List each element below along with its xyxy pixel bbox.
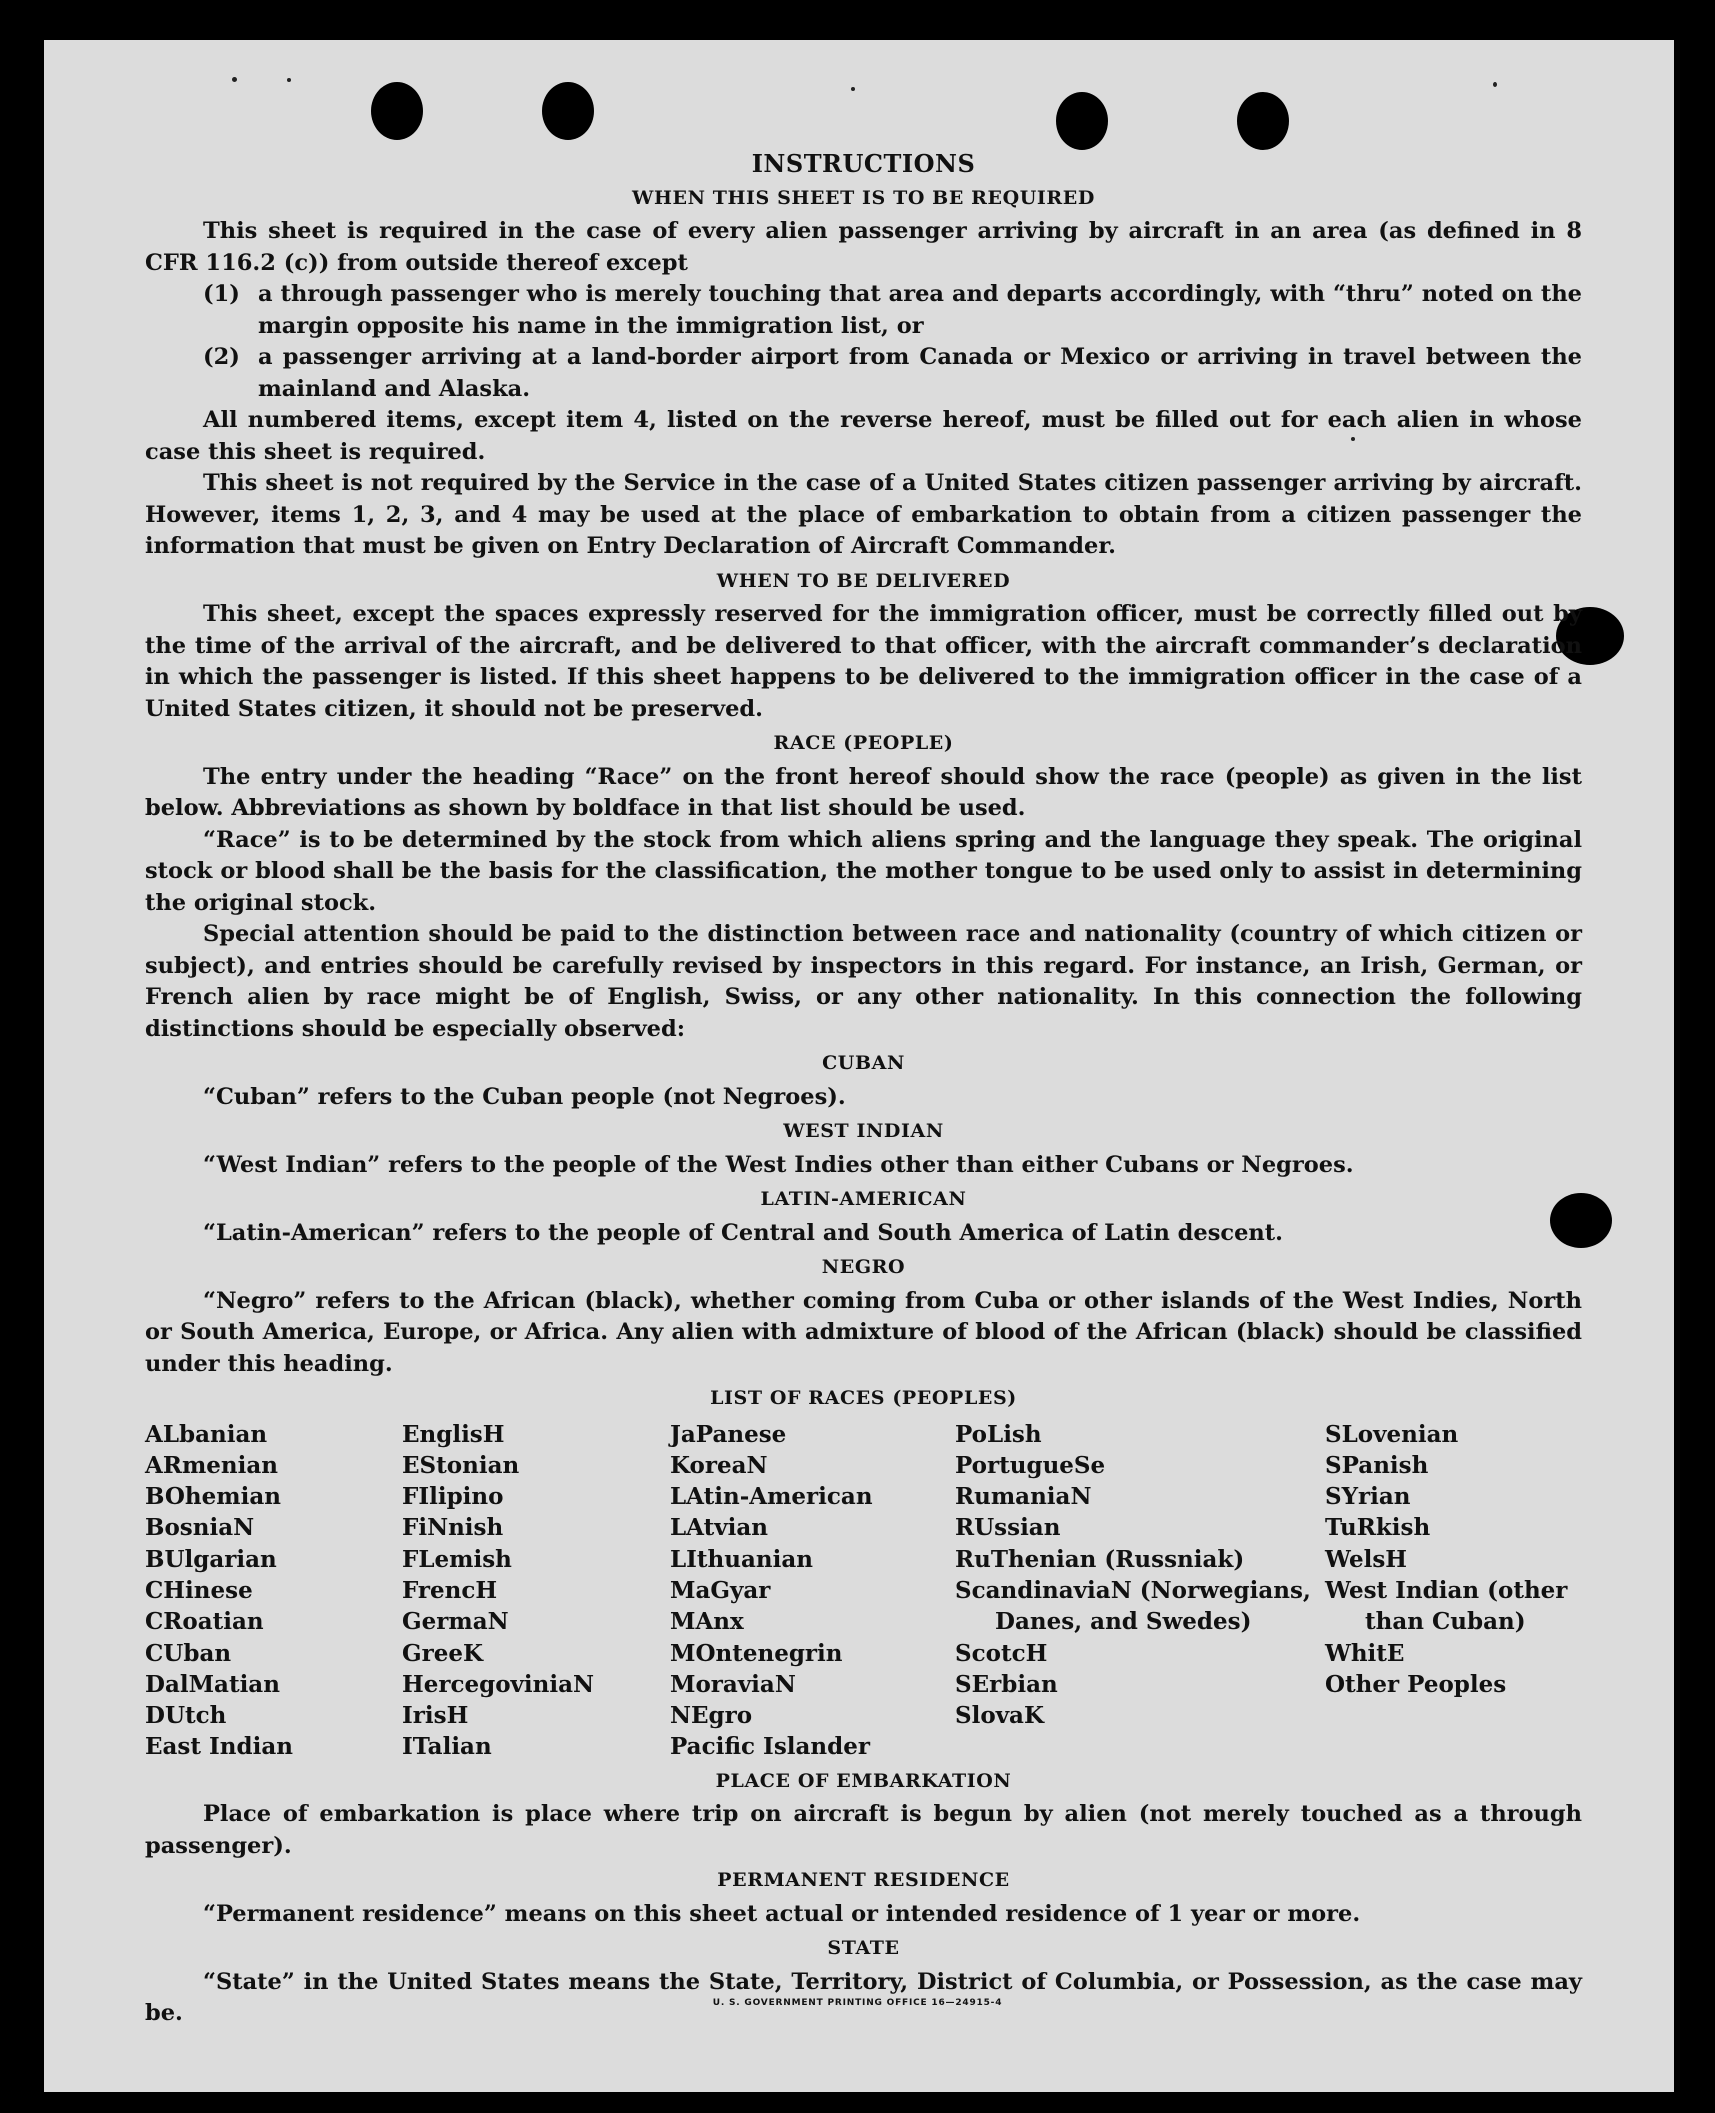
race-item: DalMatian xyxy=(145,1670,280,1698)
instructions-body xyxy=(145,148,1582,2030)
race-item: WhitE xyxy=(1325,1639,1405,1667)
race-item: KoreaN xyxy=(670,1451,768,1479)
heading-when-required: WHEN THIS SHEET IS TO BE REQUIRED xyxy=(632,186,1095,209)
paragraph: This sheet is not required by the Service in the case of a United States citizen passenger arriving by aircraft. However, items 1, 2, 3, and 4 may be used at the place of embarkation to obtain from a citizen passenger the information that must be given on Entry Declaration of Aircraft Commander. xyxy=(145,470,1582,559)
race-item: BosniaN xyxy=(145,1514,255,1542)
heading-list-of-races: LIST OF RACES (PEOPLES) xyxy=(710,1387,1017,1409)
paragraph: “Race” is to be determined by the stock from which aliens spring and the language they speak. The original stock or blood shall be the basis for the classification, the mother tongue to be used only to assist in determining the original stock. xyxy=(145,826,1582,916)
race-item: CUban xyxy=(145,1639,232,1667)
race-item: MaGyar xyxy=(670,1576,771,1604)
heading-race: RACE (PEOPLE) xyxy=(773,732,954,754)
definition-state: “State” in the United States means the State, Territory, District of Columbia, or Possession, as the case may be. xyxy=(145,1968,1582,2027)
item-text: a through passenger who is merely touching that area and departs accordingly, with “thru” noted on the margin opposite his name in the immigration list, or xyxy=(258,281,1582,339)
race-item: MAnx xyxy=(670,1608,744,1636)
race-item: EStonian xyxy=(402,1451,520,1479)
heading-embarkation: PLACE OF EMBARKATION xyxy=(715,1769,1012,1792)
punch-hole xyxy=(371,82,423,140)
race-item: FIlipino xyxy=(402,1483,504,1511)
race-item: CHinese xyxy=(145,1576,253,1604)
race-item: SLovenian xyxy=(1325,1420,1459,1448)
speck xyxy=(287,78,291,82)
races-column xyxy=(145,1419,402,1763)
exception-item-2 xyxy=(145,342,1582,405)
speck xyxy=(851,87,855,91)
heading-latin-american: LATIN-AMERICAN xyxy=(760,1188,967,1210)
race-item: RUssian xyxy=(955,1514,1061,1542)
definition-negro: “Negro” refers to the African (black), whether coming from Cuba or other islands of the West Indies, North or South America, Europe, or Africa. Any alien with admixture of blood of the African (black) should be classified under this heading. xyxy=(145,1287,1582,1377)
heading-permanent-residence: PERMANENT RESIDENCE xyxy=(717,1869,1010,1892)
item-number: (1) xyxy=(203,281,240,307)
race-item: ARmenian xyxy=(145,1451,279,1479)
heading-cuban: CUBAN xyxy=(822,1052,905,1074)
race-item: SErbian xyxy=(955,1670,1058,1698)
race-item: DUtch xyxy=(145,1702,227,1730)
races-column xyxy=(670,1419,955,1763)
race-item: FiNnish xyxy=(402,1514,504,1542)
definition-latin-american: “Latin-American” refers to the people of Central and South America of Latin descent. xyxy=(203,1219,1283,1246)
race-item: EnglisH xyxy=(402,1420,505,1448)
race-item: Other Peoples xyxy=(1325,1670,1507,1698)
races-column xyxy=(402,1419,670,1763)
definition-embarkation: Place of embarkation is place where trip on aircraft is begun by alien (not merely touched as a through passenger). xyxy=(145,1801,1582,1859)
definition-permanent-residence: “Permanent residence” means on this sheet actual or intended residence of 1 year or more. xyxy=(203,1900,1361,1927)
race-item: PoLish xyxy=(955,1420,1042,1448)
race-item: West Indian (other than Cuban) xyxy=(1325,1576,1568,1636)
race-item: RumaniaN xyxy=(955,1483,1092,1511)
exception-item-1 xyxy=(145,279,1582,342)
race-item: FrencH xyxy=(402,1576,498,1604)
heading-state: STATE xyxy=(827,1937,900,1960)
race-item: WelsH xyxy=(1325,1545,1408,1573)
heading-when-delivered: WHEN TO BE DELIVERED xyxy=(716,569,1011,592)
race-item: ITalian xyxy=(402,1733,492,1761)
punch-hole xyxy=(1237,92,1289,150)
paragraph: Special attention should be paid to the distinction between race and nationality (country of which citizen or subject), and entries should be carefully revised by inspectors in this regard. For instance, an Irish, German, or French alien by race might be of English, Swiss, or any other nationality. In this connection the following distinctions should be especially observed: xyxy=(145,921,1582,1042)
race-item: FLemish xyxy=(402,1545,512,1573)
race-item: BOhemian xyxy=(145,1483,281,1511)
race-item: ALbanian xyxy=(145,1420,268,1448)
race-item: SPanish xyxy=(1325,1451,1429,1479)
printing-office-footer: U. S. GOVERNMENT PRINTING OFFICE 16—24915-4 xyxy=(712,1998,1003,2008)
race-item: BUlgarian xyxy=(145,1545,277,1573)
races-list xyxy=(145,1419,1582,1763)
race-item: MoraviaN xyxy=(670,1670,796,1698)
race-item: LAtvian xyxy=(670,1514,768,1542)
races-column xyxy=(955,1419,1325,1763)
speck xyxy=(1493,82,1497,87)
page-title: INSTRUCTIONS xyxy=(751,149,976,178)
speck xyxy=(232,77,237,82)
punch-hole xyxy=(542,82,594,140)
item-text: a passenger arriving at a land-border airport from Canada or Mexico or arriving in travel between the mainland and Alaska. xyxy=(258,344,1582,402)
race-item: GermaN xyxy=(402,1608,509,1636)
race-item: RuThenian (Russniak) xyxy=(955,1545,1245,1573)
race-item: JaPanese xyxy=(670,1420,787,1448)
race-item: NEgro xyxy=(670,1702,753,1730)
race-item: PortugueSe xyxy=(955,1451,1106,1479)
paragraph: This sheet, except the spaces expressly reserved for the immigration officer, must be correctly filled out by the time of the arrival of the aircraft, and be delivered to that officer, with the aircraft commander’s declaration in which the passenger is listed. If this sheet happens to be delivered to the immigration officer in the case of a United States citizen, it should not be preserved. xyxy=(145,601,1582,722)
race-item: SlovaK xyxy=(955,1702,1044,1730)
race-item: ScandinaviaN (Norwegians, Danes, and Swedes) xyxy=(955,1576,1311,1636)
races-column xyxy=(1325,1419,1582,1763)
race-item: LIthuanian xyxy=(670,1545,813,1573)
paragraph: This sheet is required in the case of every alien passenger arriving by aircraft in an area (as defined in 8 CFR 116.2 (c)) from outside thereof except xyxy=(145,218,1582,276)
race-item: SYrian xyxy=(1325,1483,1411,1511)
punch-hole xyxy=(1056,92,1108,150)
race-item: East Indian xyxy=(145,1733,293,1761)
heading-negro: NEGRO xyxy=(821,1256,906,1278)
definition-cuban: “Cuban” refers to the Cuban people (not Negroes). xyxy=(203,1083,846,1110)
race-item: TuRkish xyxy=(1325,1514,1431,1542)
race-item: GreeK xyxy=(402,1639,484,1667)
paragraph: The entry under the heading “Race” on the front hereof should show the race (people) as given in the list below. Abbreviations as shown by boldface in that list should be used. xyxy=(145,763,1582,821)
race-item: HercegoviniaN xyxy=(402,1670,595,1698)
race-item: MOntenegrin xyxy=(670,1639,843,1667)
race-item: ScotcH xyxy=(955,1639,1048,1667)
race-item: Pacific Islander xyxy=(670,1733,870,1761)
heading-west-indian: WEST INDIAN xyxy=(783,1120,944,1142)
paragraph: All numbered items, except item 4, listed on the reverse hereof, must be filled out for each alien in whose case this sheet is required. xyxy=(145,407,1582,465)
item-number: (2) xyxy=(203,344,240,370)
definition-west-indian: “West Indian” refers to the people of the West Indies other than either Cubans or Negroes. xyxy=(203,1151,1354,1178)
race-item: CRoatian xyxy=(145,1608,264,1636)
race-item: LAtin-American xyxy=(670,1483,873,1511)
race-item: IrisH xyxy=(402,1702,469,1730)
